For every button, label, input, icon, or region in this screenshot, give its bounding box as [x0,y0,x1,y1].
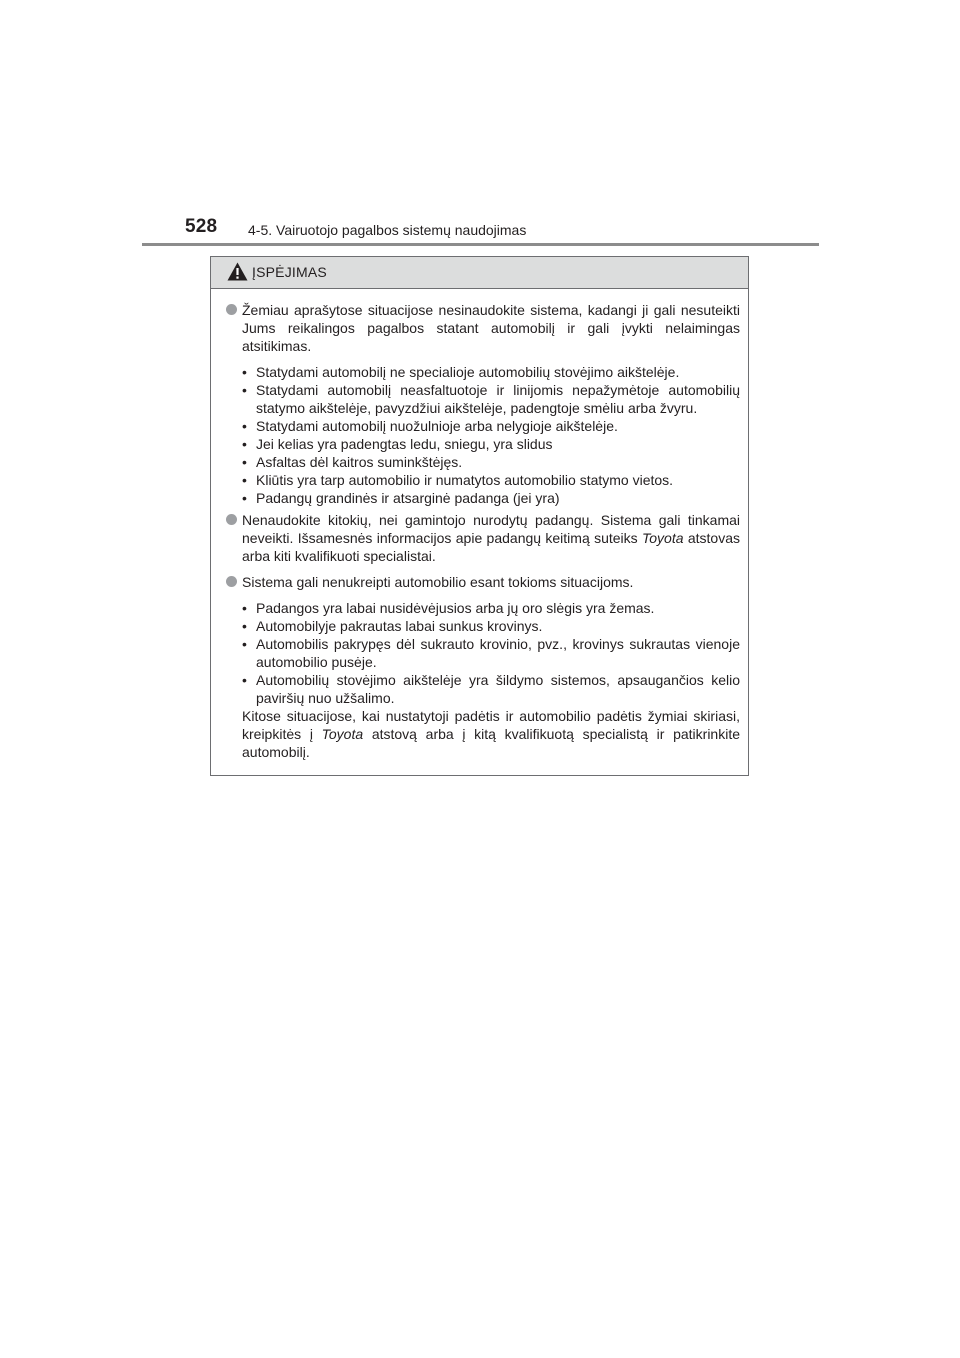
dot-icon: • [242,672,247,688]
list-item: • Padangų grandinės ir atsarginė padanga (jei yra) [242,490,560,506]
list-item: • Automobilių stovėjimo aikštelėje yra šildymo sistemos, apsaugančios kelio paviršių nuo užšalimo. [242,672,740,706]
list-item: • Statydami automobilį nuožulnioje arba nelygioje aikštelėje. [242,418,618,434]
list-item: • Kliūtis yra tarp automobilio ir numatytos automobilio statymo vietos. [242,472,674,488]
list-item: • Statydami automobilį neasfaltuotoje ir linijomis nepažymėtoje automobilių statymo aikštelėje, pavyzdžiui aikštelėje, padengtoje smėliu arba žvyru. [242,382,740,416]
sub-list-1 [225,363,740,507]
brand-name: Toyota [321,726,364,742]
dot-icon: • [242,490,247,506]
warning-title: ĮSPĖJIMAS [252,264,327,280]
warning-body [211,289,748,761]
bullet-icon [226,576,237,587]
list-item: • Statydami automobilį ne specialioje automobilių stovėjimo aikštelėje. [242,364,680,380]
warning-point-1 [225,301,740,355]
warning-triangle-icon [227,262,248,281]
sub-list-3 [225,599,740,707]
dot-icon: • [242,600,247,616]
point-text: Žemiau aprašytose situacijose nesinaudokite sistema, kadangi ji gali nesuteikti Jums reikalingos pagalbos statant automobilį ir gali įvykti nelaimingas atsitikimas. [242,302,740,354]
header-rule [142,243,819,246]
list-item: • Asfaltas dėl kaitros suminkštėjęs. [242,454,463,470]
warning-box [210,256,749,776]
dot-icon: • [242,618,247,634]
section-title: 4-5. Vairuotojo pagalbos sistemų naudojimas [248,222,527,238]
dot-icon: • [242,436,247,452]
dot-icon: • [242,454,247,470]
warning-note: Kitose situacijose, kai nustatytoji padėtis ir automobilio padėtis žymiai skiriasi, kreipkitės į Toyota atstovą arba į kitą kvalifikuotą specialistą ir patikrinkite automobilį. [242,708,740,760]
list-item: • Jei kelias yra padengtas ledu, sniegu, yra slidus [242,436,553,452]
dot-icon: • [242,636,247,652]
list-item: • Automobilis pakrypęs dėl sukrauto krovinio, pvz., krovinys sukrautas vienoje automobilio pusėje. [242,636,740,670]
page-number: 528 [185,216,218,237]
dot-icon: • [242,382,247,398]
dot-icon: • [242,472,247,488]
list-item: • Automobilyje pakrautas labai sunkus krovinys. [242,618,543,634]
bullet-icon [226,304,237,315]
warning-point-2: Nenaudokite kitokių, nei gamintojo nurodytų padangų. Sistema gali tinkamai neveikti. Išsamesnės informacijos apie padangų keitimą suteiks Toyota atstovas arba kiti kvalifikuoti specialistai. [225,511,740,565]
warning-point-3 [225,573,740,591]
brand-name: Toyota [642,530,684,546]
dot-icon: • [242,364,247,380]
warning-header [211,257,748,289]
bullet-icon [226,514,237,525]
point-text: Sistema gali nenukreipti automobilio esant tokioms situacijoms. [242,574,634,590]
list-item: • Padangos yra labai nusidėvėjusios arba jų oro slėgis yra žemas. [242,600,655,616]
dot-icon: • [242,418,247,434]
